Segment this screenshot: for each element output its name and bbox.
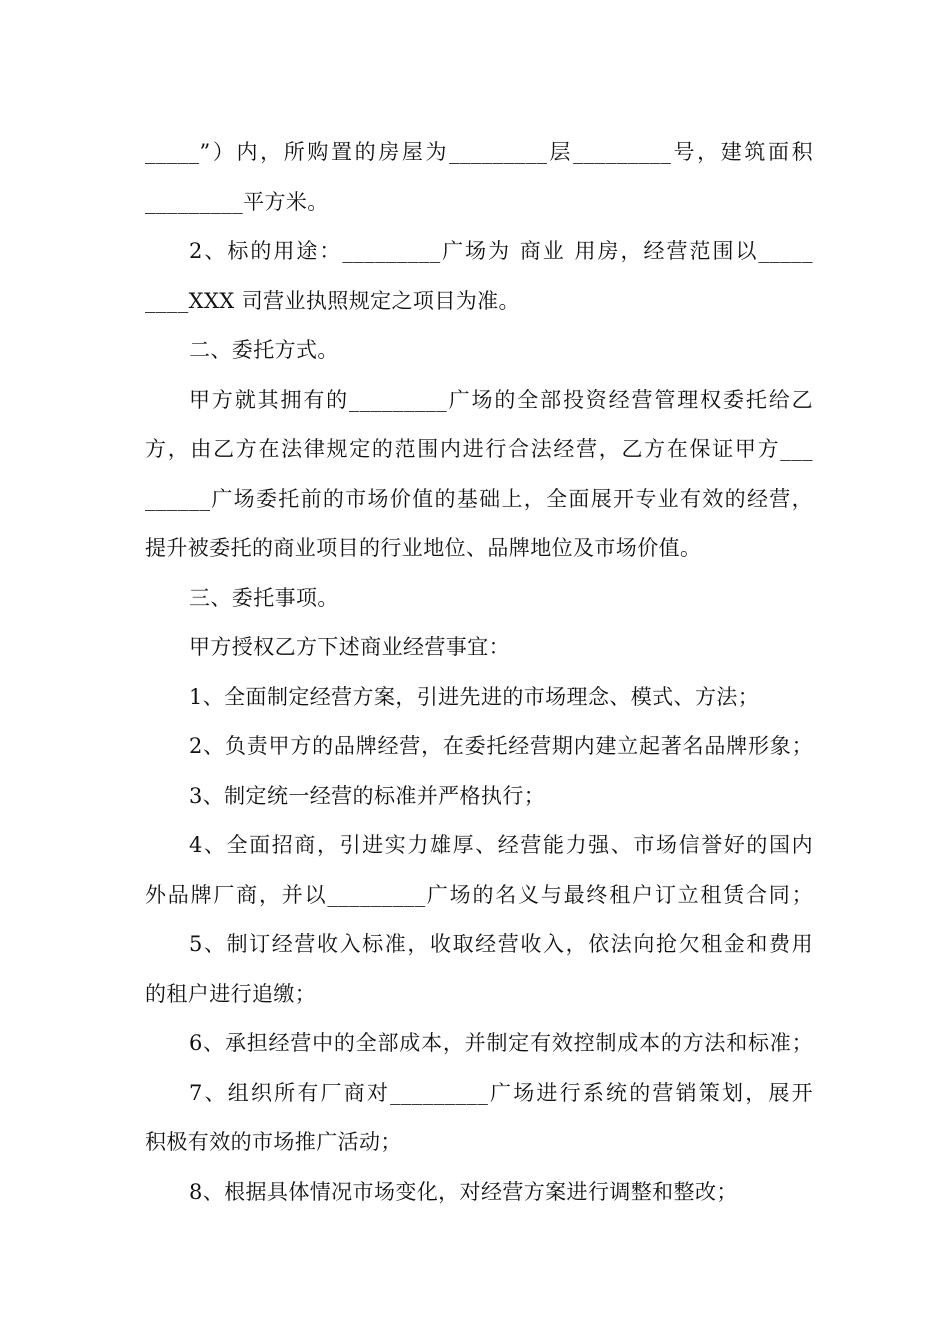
document-line: 方，由乙方在法律规定的范围内进行合法经营，乙方在保证甲方___ [145, 437, 813, 461]
document-line: 2、标的用途：_________广场为 商业 用房，经营范围以_____ [189, 239, 813, 263]
document-line: 1、全面制定经营方案，引进先进的市场理念、模式、方法； [189, 684, 760, 709]
document-line: 6、承担经营中的全部成本，并制定有效控制成本的方法和标准； [189, 1031, 813, 1055]
document-line: 外品牌厂商，并以_________广场的名义与最终租户订立租赁合同； [145, 882, 813, 907]
document-line: _____”）内，所购置的房屋为_________层_________号，建筑面积 [145, 140, 813, 164]
document-line: 5、制订经营收入标准，收取经营收入，依法向抢欠租金和费用 [189, 932, 813, 956]
document-line: 二、委托方式。 [189, 338, 339, 362]
document-line: 甲方就其拥有的_________广场的全部投资经营管理权委托给乙 [189, 387, 813, 412]
document-line: 8、根据具体情况市场变化，对经营方案进行调整和整改； [189, 1179, 738, 1204]
document-line: 的租户进行追缴； [145, 981, 317, 1006]
document-line: 三、委托事项。 [189, 585, 339, 610]
document-line: ____XXX 司营业执照规定之项目为准。 [145, 288, 520, 313]
document-line: 提升被委托的商业项目的行业地位、品牌地位及市场价值。 [145, 536, 702, 560]
document-line: 积极有效的市场推广活动； [145, 1130, 402, 1154]
document-line: 3、制定统一经营的标准并严格执行； [189, 783, 546, 808]
document-line: 4、全面招商，引进实力雄厚、经营能力强、市场信誉好的国内 [189, 833, 813, 857]
document-body [145, 128, 813, 1217]
document-line: 2、负责甲方的品牌经营，在委托经营期内建立起著名品牌形象； [189, 734, 813, 758]
document-line: _________平方米。 [145, 189, 329, 214]
document-line: 7、组织所有厂商对_________广场进行系统的营销策划，展开 [189, 1080, 813, 1105]
document-line: 甲方授权乙方下述商业经营事宜： [189, 635, 510, 659]
document-line: ______广场委托前的市场价值的基础上，全面展开专业有效的经营， [145, 486, 813, 511]
